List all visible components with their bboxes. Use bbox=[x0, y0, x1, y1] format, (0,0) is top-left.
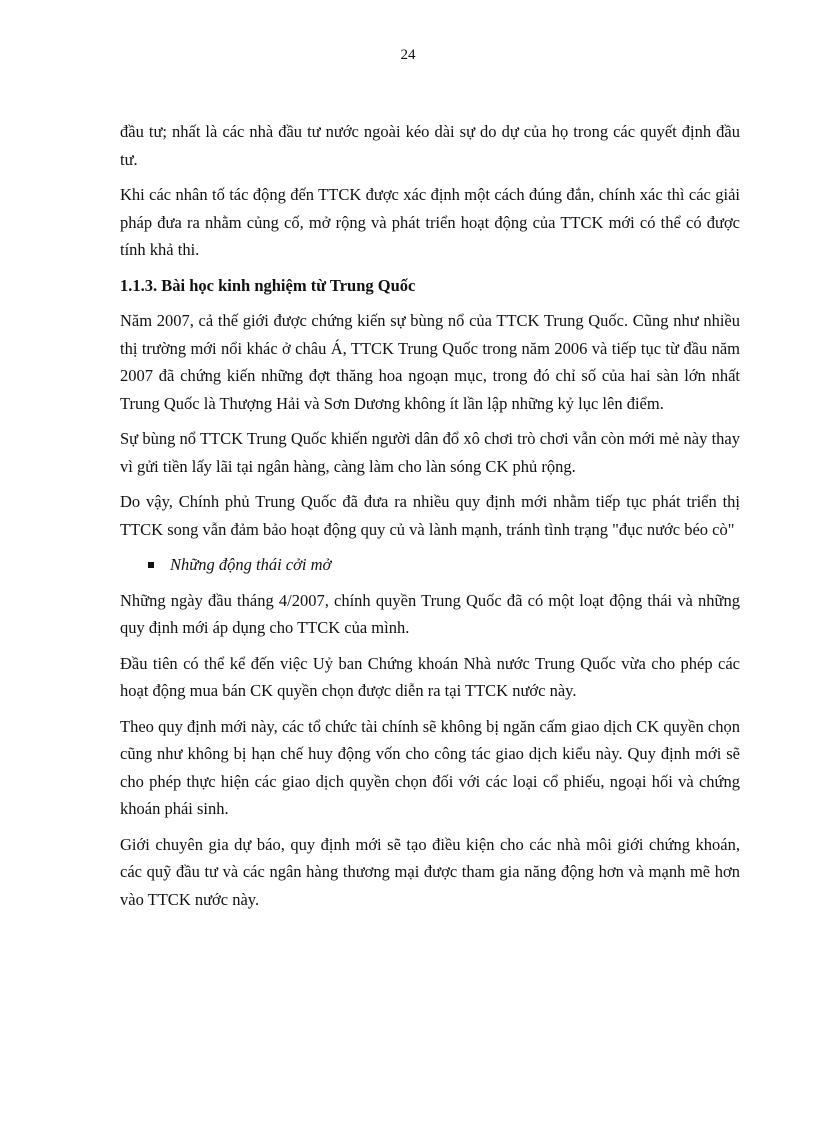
square-bullet-icon bbox=[148, 562, 154, 568]
paragraph: Do vậy, Chính phủ Trung Quốc đã đưa ra nhiều quy định mới nhằm tiếp tục phát triển thị TTCK song vẫn đảm bảo hoạt động quy củ và lành mạnh, tránh tình trạng "đục nước béo cò" bbox=[120, 492, 740, 539]
paragraph: Khi các nhân tố tác động đến TTCK được xác định một cách đúng đắn, chính xác thì các giải pháp đưa ra nhằm củng cố, mở rộng và phát triển hoạt động của TTCK mới có thể có được tính khả thi. bbox=[120, 185, 740, 259]
page-number: 24 bbox=[400, 47, 416, 63]
paragraph: Những ngày đầu tháng 4/2007, chính quyền Trung Quốc đã có một loạt động thái và những quy định mới áp dụng cho TTCK của mình. bbox=[120, 590, 740, 637]
bullet-text: Những động thái cởi mở bbox=[170, 555, 332, 574]
paragraph: Theo quy định mới này, các tổ chức tài chính sẽ không bị ngăn cấm giao dịch CK quyền chọn cũng như không bị hạn chế huy động vốn cho công tác giao dịch kiểu này. Quy định mới sẽ cho phép thực hiện các giao dịch quyền chọn đối với các loại cổ phiếu, ngoại hối và chứng khoán phái sinh. bbox=[120, 716, 740, 818]
section-heading: 1.1.3. Bài học kinh nghiệm từ Trung Quốc bbox=[120, 275, 416, 295]
paragraph: Sự bùng nổ TTCK Trung Quốc khiến người dân đổ xô chơi trò chơi vẫn còn mới mẻ này thay vì gửi tiền lấy lãi tại ngân hàng, càng làm cho làn sóng CK phủ rộng. bbox=[120, 429, 740, 476]
document-body bbox=[120, 118, 740, 921]
bullet-item bbox=[120, 551, 740, 579]
paragraph: Giới chuyên gia dự báo, quy định mới sẽ tạo điều kiện cho các nhà môi giới chứng khoán, các quỹ đầu tư và các ngân hàng thương mại được tham gia năng động hơn và mạnh mẽ hơn vào TTCK nước này. bbox=[120, 834, 740, 909]
paragraph: Năm 2007, cả thế giới được chứng kiến sự bùng nổ của TTCK Trung Quốc. Cũng như nhiều thị trường mới nổi khác ở châu Á, TTCK Trung Quốc trong năm 2006 và tiếp tục từ đầu năm 2007 đã chứng kiến những đợt thăng hoa ngoạn mục, trong đó chỉ số của hai sàn lớn nhất Trung Quốc là Thượng Hải và Sơn Dương không ít lần lập những kỷ lục lên điểm. bbox=[120, 311, 740, 413]
paragraph: Đầu tiên có thể kể đến việc Uỷ ban Chứng khoán Nhà nước Trung Quốc vừa cho phép các hoạt động mua bán CK quyền chọn được diễn ra tại TTCK nước này. bbox=[120, 653, 740, 700]
paragraph: đầu tư; nhất là các nhà đầu tư nước ngoài kéo dài sự do dự của họ trong các quyết định đầu tư. bbox=[120, 122, 740, 169]
